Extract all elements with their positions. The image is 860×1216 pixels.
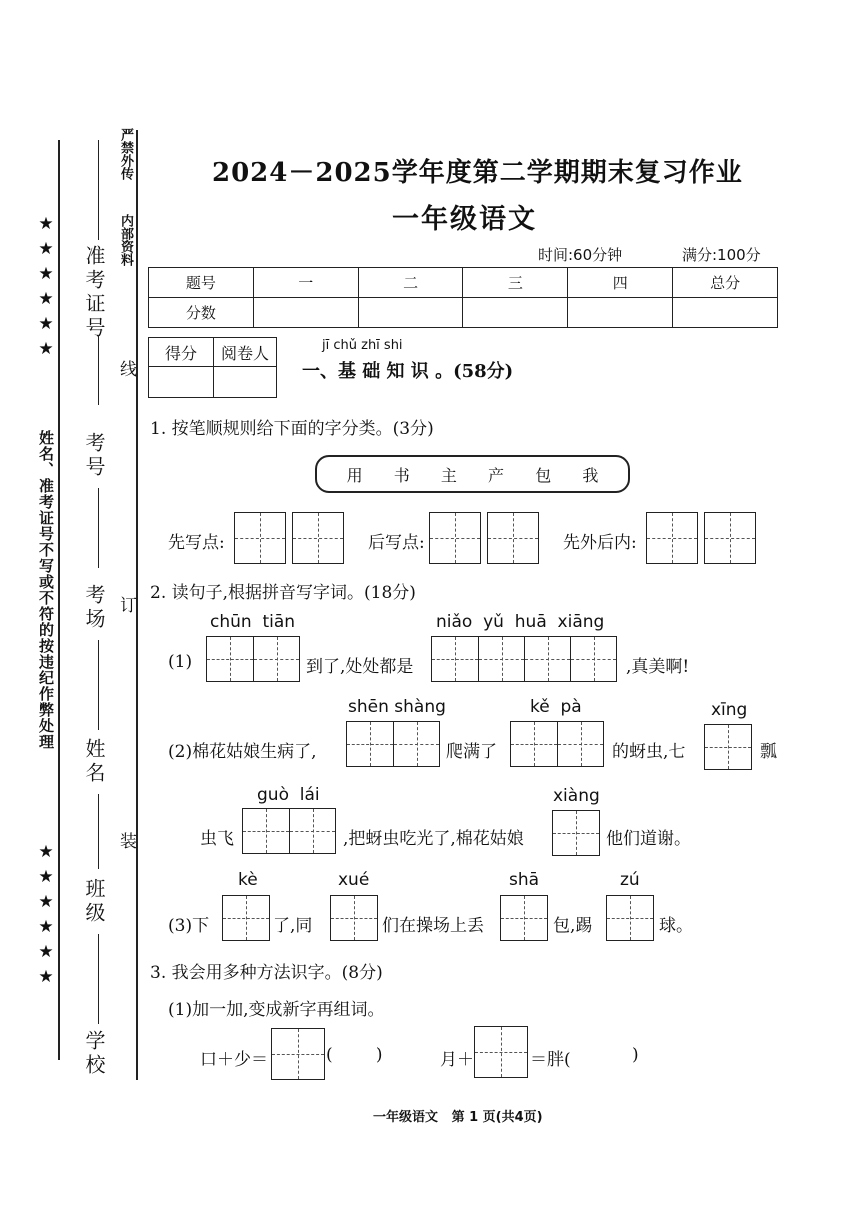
- vertical-warning: 姓名、准考证号不写或不符的按违纪作弊处理: [37, 430, 55, 750]
- stars-top: ★ ★ ★ ★ ★ ★: [38, 214, 54, 359]
- score-header-1: 一: [253, 268, 358, 298]
- score-cell-total[interactable]: [673, 298, 778, 328]
- q2-s2b-text-2: 他们道谢。: [606, 829, 691, 849]
- grader-score-cell[interactable]: [149, 367, 214, 398]
- q1-box-a1[interactable]: [234, 512, 286, 564]
- section1-title: 一、基 础 知 识 。(58分): [302, 361, 514, 382]
- q2-s1-pinyin-2: niǎo yǔ huā xiāng: [436, 612, 605, 632]
- q2-s2-pinyin-2: kě pà: [530, 697, 582, 717]
- q2-s3-pinyin-1: kè: [238, 870, 258, 890]
- q2-s2-text-2: 的蚜虫,七: [612, 742, 686, 762]
- score-header-2: 二: [358, 268, 463, 298]
- field-name: 姓名: [82, 738, 106, 786]
- q2-s2-text-1: 爬满了: [446, 742, 497, 762]
- q2-s3-text-2: 们在操场上丢: [382, 916, 484, 936]
- stars-bottom: ★ ★ ★ ★ ★ ★: [38, 842, 54, 987]
- time-limit: 时间:60分钟: [538, 246, 623, 264]
- q1-box-b2[interactable]: [487, 512, 539, 564]
- q2-s2b-text-1: ,把蚜虫吃光了,棉花姑娘: [343, 829, 524, 849]
- q1-char-3: 主: [440, 465, 457, 485]
- score-table: [148, 267, 778, 328]
- score-header-4: 四: [568, 268, 673, 298]
- score-cell-2[interactable]: [358, 298, 463, 328]
- score-cell-4[interactable]: [568, 298, 673, 328]
- top-note-confidential: 严禁外传: [118, 128, 133, 180]
- field-exam-no-line: [98, 488, 99, 568]
- q2-s1-text-1: 到了,处处都是: [306, 657, 414, 677]
- grader-score-label: 得分: [149, 338, 214, 367]
- q3-eq2-result: ＝胖(: [530, 1050, 571, 1070]
- q2-s2b-pinyin-2: xiàng: [553, 786, 600, 806]
- score-cell-1[interactable]: [253, 298, 358, 328]
- section1-pinyin: jī chǔ zhī shi: [322, 338, 403, 353]
- q2-s3-grid-3[interactable]: [500, 895, 548, 941]
- q1-char-2: 书: [393, 465, 410, 485]
- q1-text: 1. 按笔顺规则给下面的字分类。(3分): [150, 419, 434, 439]
- bind-label-bind: 装: [116, 832, 136, 853]
- q2-s3-pinyin-4: zú: [620, 870, 640, 890]
- q1-box-b1[interactable]: [429, 512, 481, 564]
- q2-s2-grid-3[interactable]: [704, 724, 752, 770]
- q1-char-box: [315, 455, 630, 493]
- q1-box-c2[interactable]: [704, 512, 756, 564]
- q2-s3-grid-2[interactable]: [330, 895, 378, 941]
- q3-eq2-paren-close: ): [632, 1045, 639, 1065]
- q2-s3-lead: (3)下: [168, 916, 210, 936]
- q1-char-5: 包: [535, 465, 552, 485]
- grader-name-label: 阅卷人: [214, 338, 277, 367]
- bind-label-staple: 订: [116, 596, 136, 617]
- q3-eq1-label: 口＋少＝: [200, 1050, 268, 1070]
- score-header-label: 题号: [149, 268, 254, 298]
- q2-s3-text-1: 了,同: [273, 916, 313, 936]
- q2-s2-grid-2[interactable]: [510, 721, 604, 767]
- q3-text: 3. 我会用多种方法识字。(8分): [150, 963, 383, 983]
- q3-eq1-box[interactable]: [271, 1028, 325, 1080]
- field-exam-no: 考号: [82, 432, 106, 480]
- score-cell-3[interactable]: [463, 298, 568, 328]
- q2-s2b-pinyin-1: guò lái: [257, 785, 320, 805]
- q1-char-6: 我: [582, 465, 599, 485]
- score-header-total: 总分: [673, 268, 778, 298]
- q2-s1-pinyin-1: chūn tiān: [210, 612, 296, 632]
- q1-label-dot-last: 后写点:: [368, 533, 425, 553]
- q2-s1-grid-1[interactable]: [206, 636, 300, 682]
- q2-s3-text-4: 球。: [659, 916, 693, 936]
- bind-label-line: 线: [116, 360, 136, 381]
- field-name-line: [98, 794, 99, 869]
- q1-box-a2[interactable]: [292, 512, 344, 564]
- q2-s2b-lead: 虫飞: [200, 829, 234, 849]
- q2-s2-lead: (2)棉花姑娘生病了,: [168, 742, 317, 762]
- q3-eq1-paren: ( ): [326, 1045, 383, 1065]
- q2-s2-pinyin-1: shēn shàng: [348, 697, 446, 717]
- q3-sub1: (1)加一加,变成新字再组词。: [168, 1000, 385, 1020]
- page-subtitle: 一年级语文: [392, 204, 537, 235]
- q2-s3-pinyin-2: xué: [338, 870, 370, 890]
- q2-s3-text-3: 包,踢: [553, 916, 593, 936]
- field-class-line: [98, 934, 99, 1024]
- q1-char-4: 产: [488, 465, 505, 485]
- score-header-3: 三: [463, 268, 568, 298]
- q2-s2b-grid-2[interactable]: [552, 810, 600, 856]
- page-title: 2024－2025学年度第二学期期末复习作业: [212, 158, 743, 188]
- q2-s3-pinyin-3: shā: [509, 870, 540, 890]
- q1-box-c1[interactable]: [646, 512, 698, 564]
- q3-eq2-label: 月＋: [440, 1050, 474, 1070]
- grader-name-cell[interactable]: [214, 367, 277, 398]
- q1-char-1: 用: [346, 465, 363, 485]
- q2-s1-text-2: ,真美啊!: [626, 657, 690, 677]
- full-score: 满分:100分: [682, 246, 761, 264]
- q2-s3-grid-1[interactable]: [222, 895, 270, 941]
- q2-s2-pinyin-3: xīng: [711, 700, 748, 720]
- q2-s1-num: (1): [168, 652, 193, 672]
- q2-s2b-grid-1[interactable]: [242, 808, 336, 854]
- score-row-label: 分数: [149, 298, 254, 328]
- binding-border-line-outer: [58, 140, 60, 1060]
- grader-table: [148, 337, 277, 398]
- q2-s2-text-3: 瓢: [760, 742, 777, 762]
- field-exam-id-line-2: [98, 335, 99, 405]
- field-exam-room: 考场: [82, 584, 106, 632]
- q2-s3-grid-4[interactable]: [606, 895, 654, 941]
- field-school: 学校: [82, 1030, 106, 1078]
- field-class: 班级: [82, 878, 106, 926]
- q2-text: 2. 读句子,根据拼音写字词。(18分): [150, 583, 416, 603]
- q2-s2-grid-1[interactable]: [346, 721, 440, 767]
- field-exam-room-line: [98, 640, 99, 730]
- page-footer: 一年级语文 第 1 页(共4页): [373, 1110, 543, 1125]
- q2-s1-grid-2[interactable]: [431, 636, 617, 682]
- q1-label-outside-first: 先外后内:: [563, 533, 637, 553]
- field-exam-id-line: [98, 140, 99, 240]
- field-exam-id: 准考证号: [82, 245, 106, 341]
- top-note-internal: 内部资料: [118, 214, 133, 266]
- q1-label-dot-first: 先写点:: [168, 533, 225, 553]
- q3-eq2-box[interactable]: [474, 1026, 528, 1078]
